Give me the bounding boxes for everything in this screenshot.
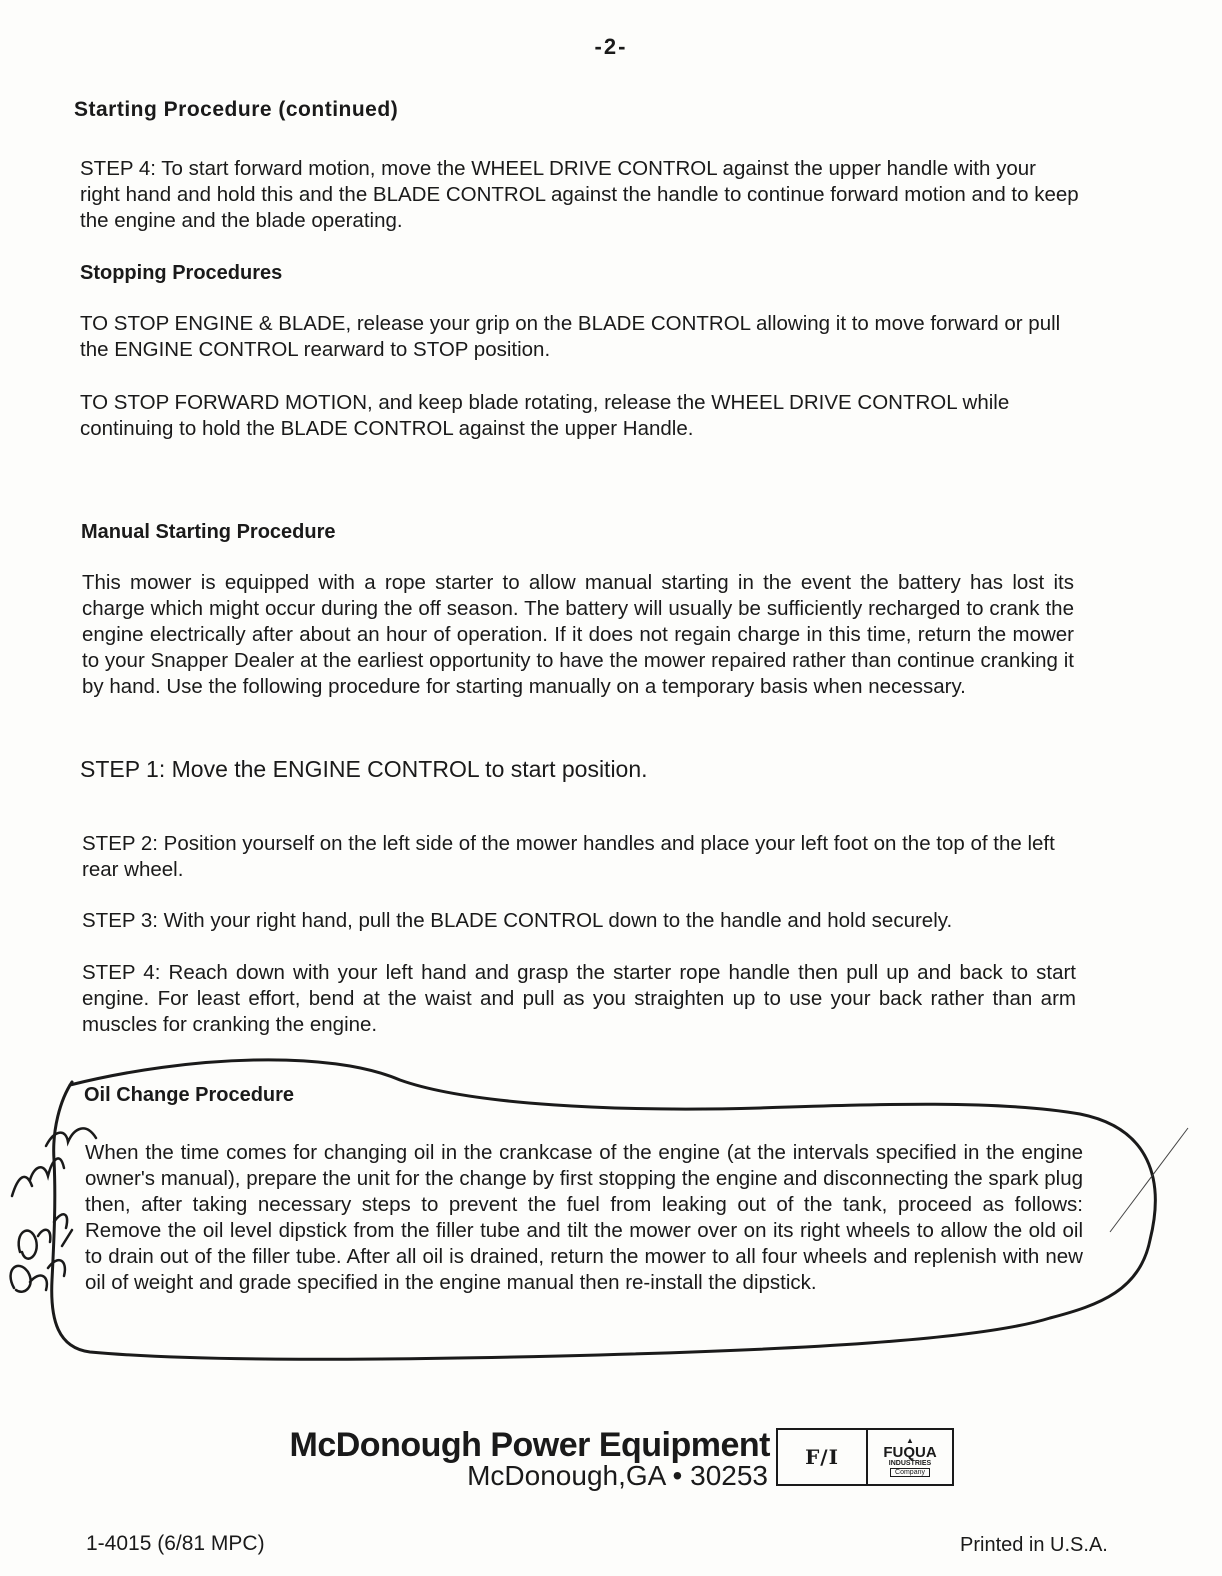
manual-starting-intro: This mower is equipped with a rope starter to allow manual starting in the event the battery has lost its charge which might occur during the off season. The battery will usually be sufficiently recharged to crank the engine electrically after about an hour of operation. If it does not regain charge in this time, return the mower to your Snapper Dealer at the earliest opportunity to have the mower repaired rather than continue cranking it by hand. Use the following procedure for starting manually on a temporary basis when necessary. bbox=[82, 571, 1074, 698]
manual-starting-heading: Manual Starting Procedure bbox=[81, 521, 336, 543]
company-name: McDonough Power Equipment bbox=[289, 1426, 770, 1464]
starting-step4-text: STEP 4: To start forward motion, move the WHEEL DRIVE CONTROL against the upper handle with your right hand and hold this and the BLADE CONTROL against the handle to continue forward motion and to keep the engine and the blade operating. bbox=[80, 157, 1079, 232]
stopping-heading: Stopping Procedures bbox=[80, 262, 283, 284]
fuqua-name: FUQUA bbox=[883, 1444, 937, 1461]
manual-step3-text: STEP 3: With your right hand, pull the BLADE CONTROL down to the handle and hold securely. bbox=[82, 909, 953, 932]
oil-change-heading: Oil Change Procedure bbox=[84, 1084, 295, 1106]
stop-engine-blade-text: TO STOP ENGINE & BLADE, release your grip on the BLADE CONTROL allowing it to move forward or pull the ENGINE CONTROL rearward to STOP position. bbox=[80, 312, 1061, 361]
fuqua-logo-text bbox=[868, 1430, 952, 1484]
fuqua-company: Company bbox=[890, 1468, 930, 1477]
fuqua-industries: INDUSTRIES bbox=[888, 1460, 932, 1467]
manual-step2-text: STEP 2: Position yourself on the left side of the mower handles and place your left foot on the top of the left rear wheel. bbox=[82, 832, 1055, 881]
triangle-icon: ▲ bbox=[906, 1436, 914, 1445]
manual-step1-text: STEP 1: Move the ENGINE CONTROL to start position. bbox=[80, 756, 648, 782]
oil-change-body: When the time comes for changing oil in the crankcase of the engine (at the intervals specified in the engine owner's manual), prepare the unit for the change by first stopping the engine and disconnecting the spark plug then, after taking necessary steps to prevent the fuel from leaking out of the tank, proceed as follows: Remove the oil level dipstick from the filler tube and tilt the mower over on its right wheels to allow the old oil to drain out of the filler tube. After all oil is drained, return the mower to all four wheels and replenish with new oil of weight and grade specified in the engine manual then re-install the dipstick. bbox=[85, 1141, 1083, 1294]
manual-step4-text: STEP 4: Reach down with your left hand and grasp the starter rope handle then pull up and back to start engine. For least effort, bend at the waist and pull as you straighten up to use your back rather than arm muscles for cranking the engine. bbox=[82, 961, 1076, 1036]
company-address: McDonough,GA • 30253 bbox=[467, 1460, 768, 1491]
page-number: -2- bbox=[594, 34, 628, 59]
starting-continued-heading: Starting Procedure (continued) bbox=[74, 98, 399, 121]
fi-logo-mark: F/I bbox=[778, 1430, 868, 1484]
printed-in: Printed in U.S.A. bbox=[960, 1534, 1108, 1556]
stop-forward-motion-text: TO STOP FORWARD MOTION, and keep blade rotating, release the WHEEL DRIVE CONTROL while continuing to hold the BLADE CONTROL against the upper Handle. bbox=[80, 391, 1010, 440]
fuqua-logo bbox=[776, 1428, 954, 1486]
form-number: 1-4015 (6/81 MPC) bbox=[86, 1532, 265, 1555]
